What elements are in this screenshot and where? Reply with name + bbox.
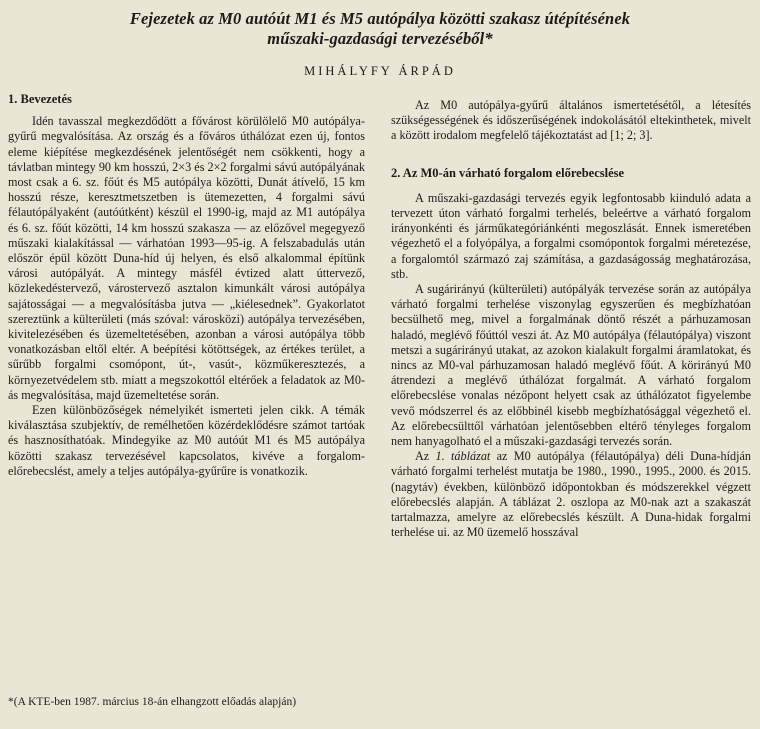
left-column	[8, 92, 365, 479]
section-2-heading: 2. Az M0-án várható forgalom előrebecslése	[391, 165, 625, 180]
paragraph-3-start: Az	[415, 449, 436, 464]
section-1-paragraph-2: Ezen különbözőségek némelyikét ismerteti jelen cikk. A témák kiválasztása szubjektív, de remélhetően közérdeklődésre számot tartóak és hasznosíthatóak. Mindegyike az M0 autóút M1 és M5 autópálya közötti szakasz tervezésével kapcsolatos, kivéve a forgalom-előrebecslést, amely a teljes autópálya-gyűrűre is vonatkozik.	[8, 403, 365, 478]
intro-continuation-paragraph: Az M0 autópálya-gyűrű általános ismertetésétől, a létesítés szükségességének és időszerűségének indokolásától eltekinthetek, mivelt a között irodalom megfelelő tájékoztatást ad [1; 2; 3].	[391, 98, 751, 143]
footnote: *(A KTE-ben 1987. március 18-án elhangzott előadás alapján)	[8, 696, 297, 708]
right-column	[391, 98, 751, 540]
section-1-paragraph-1: Idén tavasszal megkezdődött a fővárost körülölelő M0 autópálya-gyűrű megvalósítása. Az ország és a főváros úthálózat ezen új, fontos eleme kiépítése megkezdésének jelentőségét nem csökkenti, hogy a távlatban mintegy 90 km hosszú, 2×3 és 2×2 forgalmi sávú autópályának most csak a 6. sz. főút és M5 autópálya közötti, Dunát átívelő, 15 km hosszú része, keresztmetszetben is ütemezetten, 4 forgalmi sávú félautópályaként (autóútként) készül el 1990-ig, majd az M1 autópálya és 6. sz. főút közötti, 14 km hosszú szakasza — az előzővel megegyező műszaki kialakítással — várhatóan 1993—95-ig. A felszabadulás után először épül között Duna-híd új helyen, és első alkalommal építünk városi autópályát. A mintegy másfél évtized alatt úttervező, közlekedéstervező, várostervező asztalon kimunkált városi autópálya sajátosságai — a megvalósításba jutva — „kiélesednek”. Gyakorlatot szereztünk a külterületi (más szóval: városközi) autópálya tervezésében, kivitelezésében és üzemeltetésében, azonban a városi autópálya több vonatkozásban eltől eltér. A beépítési kötöttségek, az értékes terület, a sűrűbb forgalmi csomópont, út-, vasút-, közműkeresztezés, a környezetvédelem stb. miatt a megszokottól eltérőek a feladatok az M0-ás megvalósítása, majd üzemeltetése során.	[8, 114, 365, 402]
section-2-paragraph-1: A műszaki-gazdasági tervezés egyik legfontosabb kiinduló adata a tervezett úton várható forgalmi terhelés, beleértve a várható forgalom irányonkénti és járműkategóriánkénti megoszlását. Ennek ismeretében végezhető el a folyópálya, a forgalmi csomópontok forgalmi méretezése, a forgalomtól származó zaj számítása, a gazdaságosság meghatározása, stb.	[391, 190, 751, 281]
table-reference: 1. táblázat	[435, 449, 491, 464]
section-1-heading: 1. Bevezetés	[8, 92, 72, 106]
article-author: MIHÁLYFY ÁRPÁD	[304, 64, 456, 78]
article-title-line-2: műszaki-gazdasági tervezéséből*	[267, 29, 493, 48]
paragraph-3-rest: az M0 autópálya (félautópálya) déli Duna-hídján várható forgalmi terhelést mutatja be 1980., 1990., 1995., 2000. és 2015. (nagytáv) években, különböző időpontokban és módszerekkel végzett előrebecslés alapján. A táblázat 2. oszlopa az M0-nak azt a szakaszát tartalmazza, amelyre az előrebecslés készült. A Duna-hidak forgalmi terhelése ui. az M0 üzemelő hosszával	[391, 449, 751, 540]
section-2-paragraph-3	[391, 449, 751, 540]
section-2-paragraph-2: A sugárirányú (külterületi) autópályák tervezése során az autópálya várható forgalmi terhelése viszonylag egyszerűen és megbízhatóan becsülhető meg, mivel a forgalmának döntő részét a párhuzamosan haladó, meglévő főúttól veszi át. Az M0 autópálya (félautópálya) viszont metszi a sugárirányú utakat, az azokon kialakult forgalmi áramlatokat, és nincs az M0-val párhuzamosan haladó meglévő főút. A körirányú M0 átrendezi a meglévő úthálózat forgalmát. A várható forgalom előrebecslése vonalas nézőpont helyett csak az úthálózatot figyelembe vevő módszerrel és az előbbinél kisebb megbízhatósággal végezhető el. Az előrebecsülttől várhatóan jelentősebben eltérő tényleges forgalom nem hanyagolható el a műszaki-gazdasági tervezés során.	[391, 282, 751, 449]
article-title-line-1: Fejezetek az M0 autóút M1 és M5 autópálya közötti szakasz útépítésének	[129, 9, 631, 28]
